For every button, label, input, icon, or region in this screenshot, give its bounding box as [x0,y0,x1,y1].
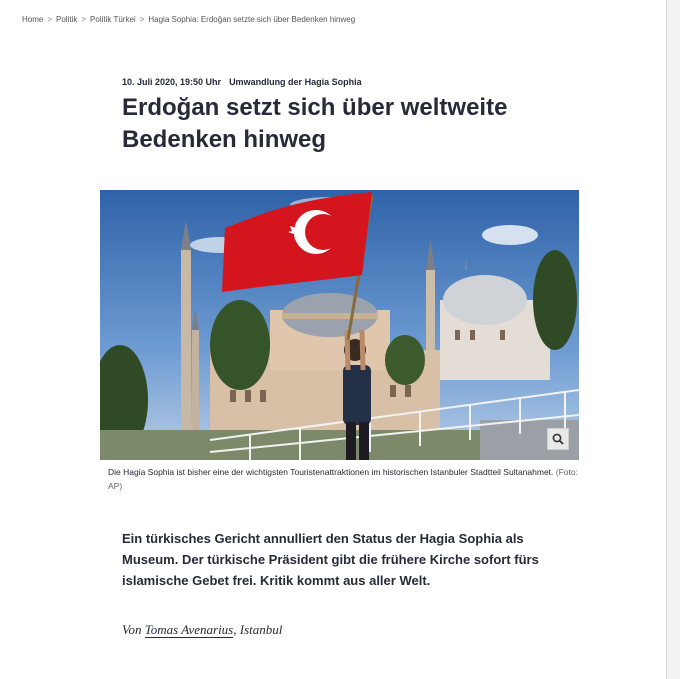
hagia-sophia-photo [100,190,579,460]
byline [122,622,282,638]
zoom-button[interactable] [547,428,569,450]
breadcrumb-separator: > [47,15,53,24]
breadcrumb-separator: > [81,15,87,24]
photo-credit: (Foto: AP) [108,467,578,491]
article-photo[interactable] [100,190,579,460]
article-kicker: Umwandlung der Hagia Sophia [229,77,362,87]
caption-text: Die Hagia Sophia ist bisher eine der wichtigsten Touristenattraktionen im historischen Istanbuler Stadtteil Sultanahmet. [108,467,554,477]
byline-location: , Istanbul [233,622,283,637]
photo-caption [108,465,578,493]
article-title: Erdoğan setzt sich über weltweite Bedenken hinweg [122,94,508,153]
breadcrumb-current[interactable]: Hagia Sophia: Erdoğan setzte sich über Bedenken hinweg [148,15,356,24]
breadcrumb [22,15,355,24]
magnifier-icon [552,433,564,445]
breadcrumb-home[interactable]: Home [22,15,44,24]
author-link[interactable]: Tomas Avenarius [144,622,234,637]
byline-prefix: Von [122,622,142,637]
breadcrumb-politik-tuerkei[interactable]: Politik Türkei [90,15,136,24]
article-meta [122,77,362,87]
breadcrumb-politik[interactable]: Politik [56,15,78,24]
article-lead: Ein türkisches Gericht annulliert den Status der Hagia Sophia als Museum. Der türkische Präsident gibt die frühere Kirche sofort fürs islamische Gebet frei. Kritik kommt aus aller Welt. [122,531,539,588]
breadcrumb-separator: > [139,15,145,24]
article-date: 10. Juli 2020, 19:50 Uhr [122,77,222,87]
